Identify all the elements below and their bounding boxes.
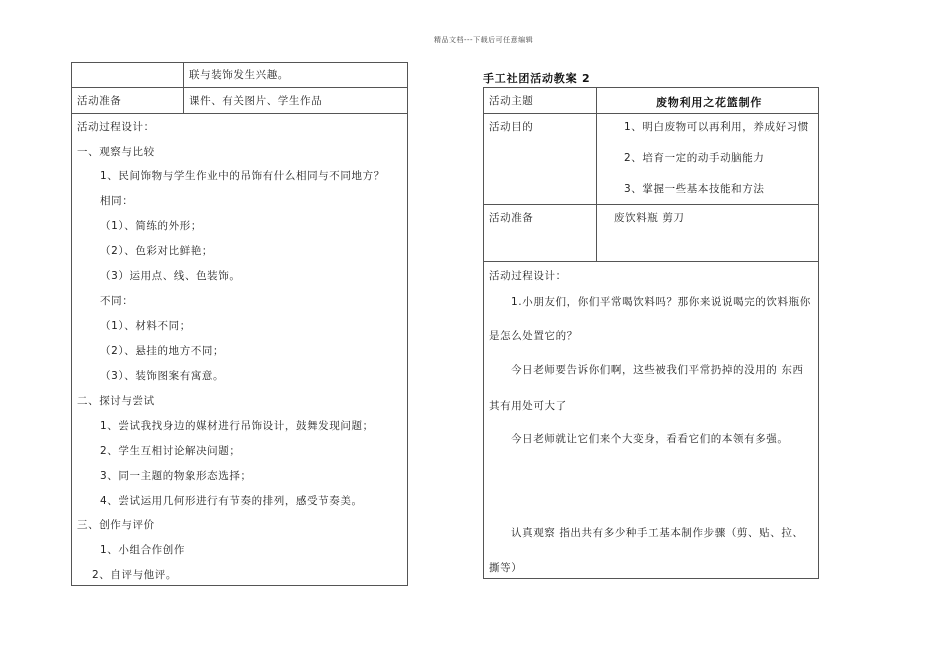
left-process-line: （2）、色彩对比鲜艳；	[100, 245, 214, 257]
left-prep-value: 课件、有关图片、学生作品	[189, 95, 323, 107]
right-goal-item: 3、掌握一些基本技能和方法	[624, 183, 765, 195]
right-theme-value: 废物利用之花篮制作	[656, 96, 763, 109]
header-note: 精品文档---下载后可任意编辑	[434, 36, 534, 44]
right-process-line: 是怎么处置它的？	[489, 330, 578, 342]
left-process-line: 不同：	[100, 295, 134, 307]
left-process-line: 三、创作与评价	[77, 519, 155, 531]
left-process-line: 二、探讨与尝试	[77, 395, 155, 407]
right-process-line: 今日老师要告诉你们啊，这些被我们平常扔掉的没用的 东西	[511, 364, 804, 376]
left-process-line: （3）、装饰图案有寓意。	[100, 370, 225, 382]
right-col-divider	[596, 87, 597, 261]
right-theme-label: 活动主题	[489, 95, 534, 107]
left-row-divider-2	[71, 113, 408, 114]
left-col-divider	[183, 62, 184, 113]
left-process-line: （3）运用点、线、色装饰。	[100, 270, 241, 282]
right-process-line: 1.小朋友们，你们平常喝饮料吗？那你来说说喝完的饮料瓶你	[511, 296, 811, 308]
left-process-line: 1、小组合作创作	[100, 544, 185, 556]
left-process-line: 一、观察与比较	[77, 146, 155, 158]
left-process-line: 4、尝试运用几何形进行有节奏的排列，感受节奏美。	[100, 495, 363, 507]
left-process-line: 1、尝试我找身边的媒材进行吊饰设计，鼓舞发现问题；	[100, 420, 374, 432]
right-row-divider-3	[483, 261, 819, 262]
right-goal-label: 活动目的	[489, 121, 534, 133]
right-row-divider-1	[483, 113, 819, 114]
left-process-line: 相同：	[100, 195, 134, 207]
right-process-title: 活动过程设计：	[489, 270, 567, 282]
right-row-divider-2	[483, 204, 819, 205]
left-row1-text: 联与装饰发生兴趣。	[189, 69, 289, 81]
left-prep-label: 活动准备	[77, 95, 122, 107]
right-process-line: 今日老师就让它们来个大变身，看看它们的本领有多强。	[511, 433, 789, 445]
left-process-line: 2、学生互相讨论解决问题；	[100, 445, 241, 457]
left-process-line: （1）、材料不同；	[100, 320, 191, 332]
right-process-line: 撕等）	[489, 562, 523, 574]
left-process-line: 3、同一主题的物象形态选择；	[100, 470, 252, 482]
left-row-divider-1	[71, 87, 408, 88]
left-process-line: 2、自评与他评。	[92, 569, 177, 581]
right-prep-label: 活动准备	[489, 212, 534, 224]
left-process-line: 1、民间饰物与学生作业中的吊饰有什么相同与不同地方？	[100, 170, 385, 182]
left-process-line: （1）、简练的外形；	[100, 220, 202, 232]
right-table-title: 手工社团活动教案 2	[483, 72, 591, 85]
left-process-line: 活动过程设计：	[77, 121, 155, 133]
right-process-line: 认真观察 指出共有多少种手工基本制作步骤（剪、贴、拉、	[511, 527, 804, 539]
right-prep-value: 废饮料瓶 剪刀	[614, 212, 685, 224]
right-goal-item: 2、培育一定的动手动脑能力	[624, 152, 765, 164]
left-process-line: （2）、悬挂的地方不同；	[100, 345, 225, 357]
right-goal-item: 1、明白废物可以再利用，养成好习惯	[624, 121, 809, 133]
right-process-line: 其有用处可大了	[489, 400, 567, 412]
